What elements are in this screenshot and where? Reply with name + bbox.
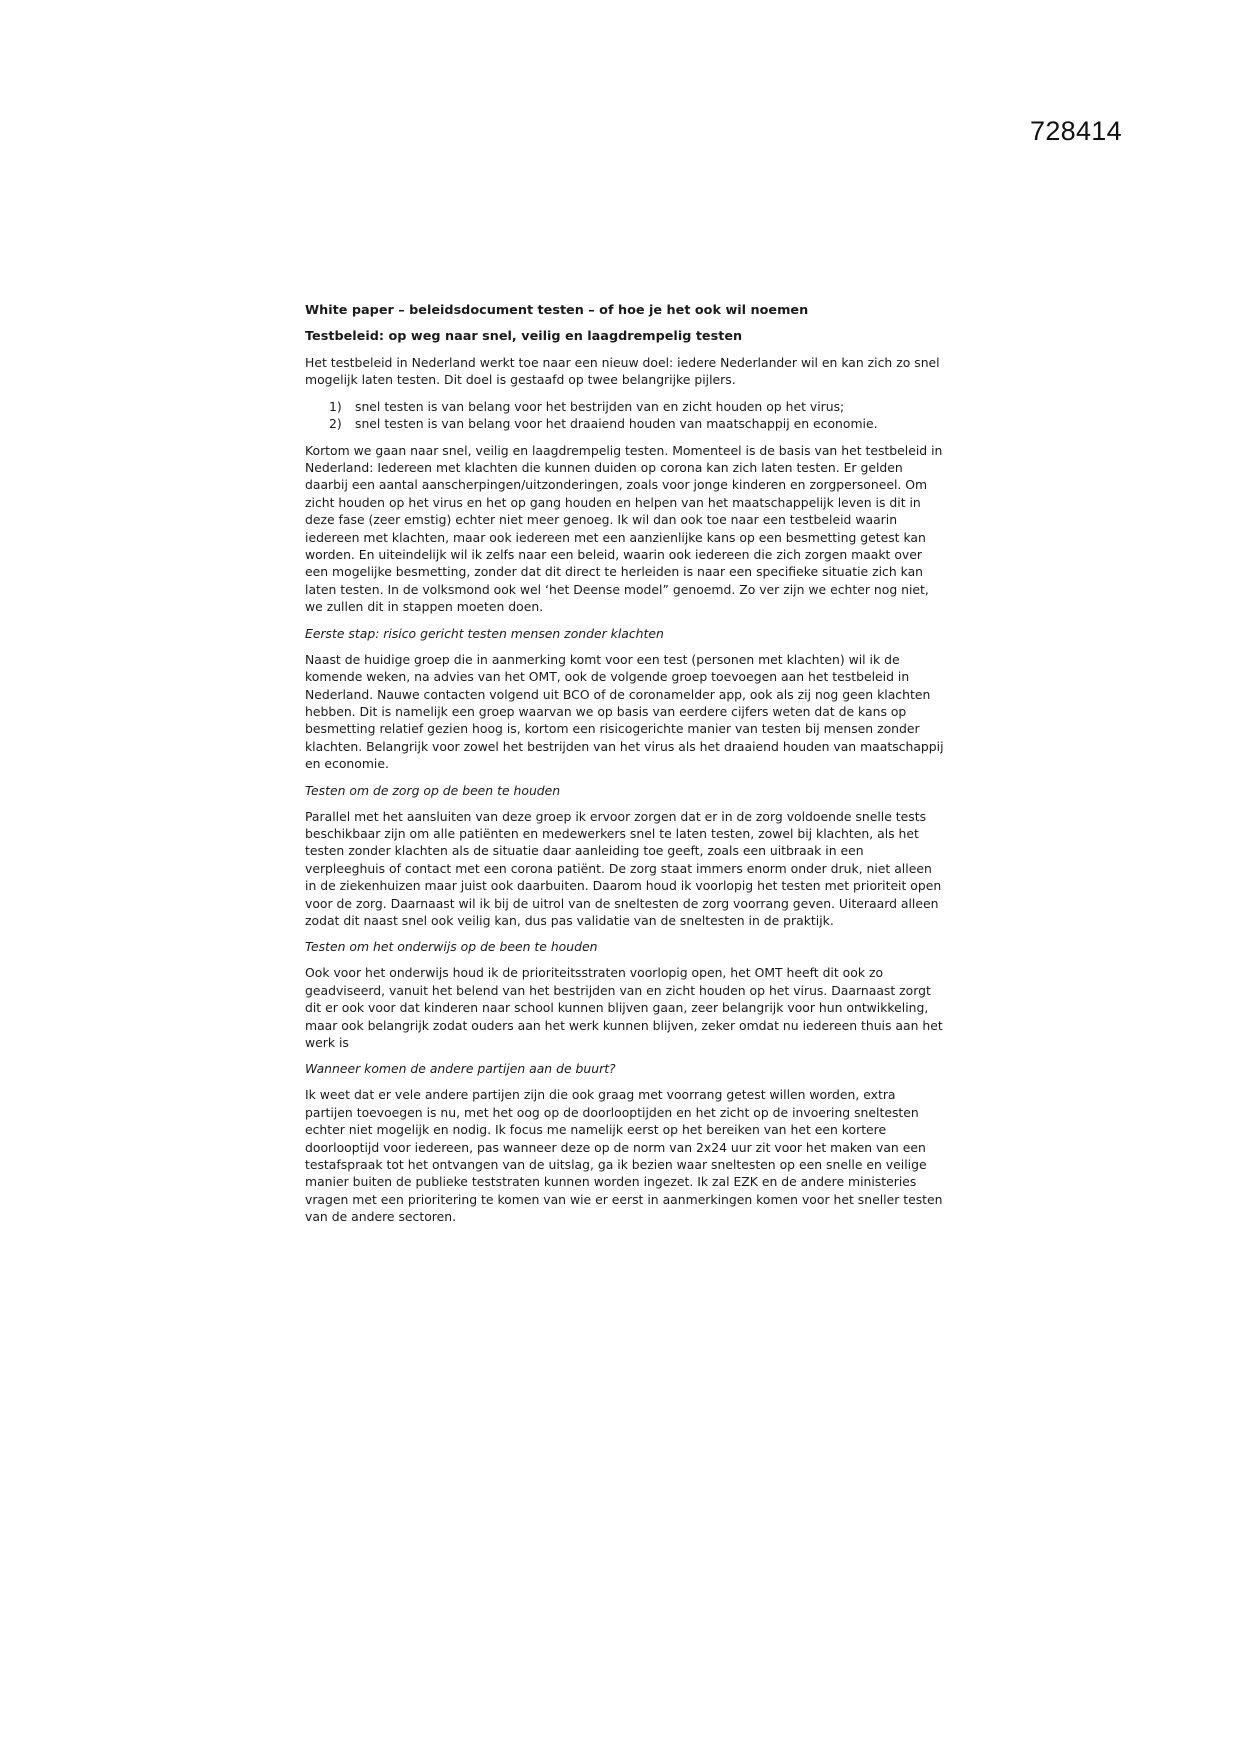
section-paragraph: Ook voor het onderwijs houd ik de prioriteitsstraten voorlopig open, het OMT heeft dit ook zo geadviseerd, vanuit het belend van het bestrijden van en zicht houden op het virus. Daarnaast zorgt dit er ook voor dat kinderen naar school kunnen blijven gaan, zeer belangrijk voor hun ontwikkeling, maar ook belangrijk zodat ouders aan het werk kunnen blijven, zeker omdat nu iedereen thuis aan het werk is [305,965,943,1050]
list-item [305,398,945,415]
document-title: White paper – beleidsdocument testen – of hoe je het ook wil noemen [305,303,809,318]
section-heading: Wanneer komen de andere partijen aan de buurt? [305,1061,616,1077]
body-paragraph: Kortom we gaan naar snel, veilig en laagdrempelig testen. Momenteel is de basis van het testbeleid in Nederland: Iedereen met klachten die kunnen duiden op corona kan zich laten testen. Er gelden daarbij een aantal aanscherpingen/uitzonderingen, zoals voor jonge kinderen en zorgpersoneel. Om zicht houden op het virus en het op gang houden en helpen van het maatschappelijk leven is dit in deze fase (zeer emstig) echter niet meer genoeg. Ik wil dan ook toe naar een testbeleid waarin iedereen met klachten, maar ook iedereen met een aanzienlijke kans op een besmetting getest kan worden. En uiteindelijk wil ik zelfs naar een beleid, waarin ook iedereen die zich zorgen maakt over een mogelijke besmetting, zonder dat dit direct te herleiden is naar een specifieke situatie zich kan laten testen. In de volksmond ook wel ‘het Deense model” genoemd. Zo ver zijn we echter nog niet, we zullen dit in stappen moeten doen. [305,442,943,615]
document-subtitle: Testbeleid: op weg naar snel, veilig en laagdrempelig testen [305,329,743,344]
intro-paragraph: Het testbeleid in Nederland werkt toe naar een nieuw doel: iedere Nederlander wil en kan zich zo snel mogelijk laten testen. Dit doel is gestaafd op twee belangrijke pijlers. [305,355,940,388]
list-item-text: snel testen is van belang voor het draaiend houden van maatschappij en economie. [355,416,878,432]
section-heading: Eerste stap: risico gericht testen mensen zonder klachten [305,625,664,641]
document-body [305,302,945,1235]
section-paragraph: Naast de huidige groep die in aanmerking komt voor een test (personen met klachten) wil ik de komende weken, na advies van het OMT, ook de volgende groep toevoegen aan het testbeleid in Nederland. Nauwe contacten volgend uit BCO of de coronamelder app, ook als zij nog geen klachten hebben. Dit is namelijk een groep waarvan we op basis van eerdere cijfers weten dat de kans op besmetting relatief gezien hoog is, kortom een risicogerichte manier van testen bij mensen zonder klachten. Belangrijk voor zowel het bestrijden van het virus als het draaiend houden van maatschappij en economie. [305,651,944,772]
document-number: 728414 [1030,116,1122,146]
pillars-list [305,398,945,433]
list-item-number: 2) [329,416,342,432]
section-paragraph: Ik weet dat er vele andere partijen zijn die ook graag met voorrang getest willen worden, extra partijen toevoegen is nu, met het oog op de doorlooptijden en het zicht op de invoering sneltesten echter niet mogelijk en nodig. Ik focus me namelijk eerst op het bereiken van het een kortere doorlooptijd voor iedereen, pas wanneer deze op de norm van 2x24 uur zit voor het maken van een testafspraak tot het ontvangen van de uitslag, ga ik bezien waar sneltesten op een snelle en veilige manier buiten de publieke teststraten kunnen worden ingezet. Ik zal EZK en de andere ministeries vragen met een prioritering te komen van wie er eerst in aanmerkingen komen voor het sneller testen van de andere sectoren. [305,1087,943,1225]
list-item-number: 1) [329,398,342,414]
section-heading: Testen om het onderwijs op de been te houden [305,939,598,955]
list-item [305,415,945,432]
list-item-text: snel testen is van belang voor het bestrijden van en zicht houden op het virus; [355,398,845,414]
section-heading: Testen om de zorg op de been te houden [305,782,561,798]
section-paragraph: Parallel met het aansluiten van deze groep ik ervoor zorgen dat er in de zorg voldoende snelle tests beschikbaar zijn om alle patiënten en medewerkers snel te laten testen, zowel bij klachten, als het testen zonder klachten als de situatie daar aanleiding toe geeft, zoals een uitbraak in een verpleeghuis of contact met een corona patiënt. De zorg staat immers enorm onder druk, niet alleen in de ziekenhuizen maar juist ook daarbuiten. Daarom houd ik voorlopig het testen met prioriteit open voor de zorg. Daarnaast wil ik bij de uitrol van de sneltesten de zorg voorrang geven. Uiteraard alleen zodat dit naast snel ook veilig kan, dus pas validatie van de sneltesten in de praktijk. [305,808,942,928]
